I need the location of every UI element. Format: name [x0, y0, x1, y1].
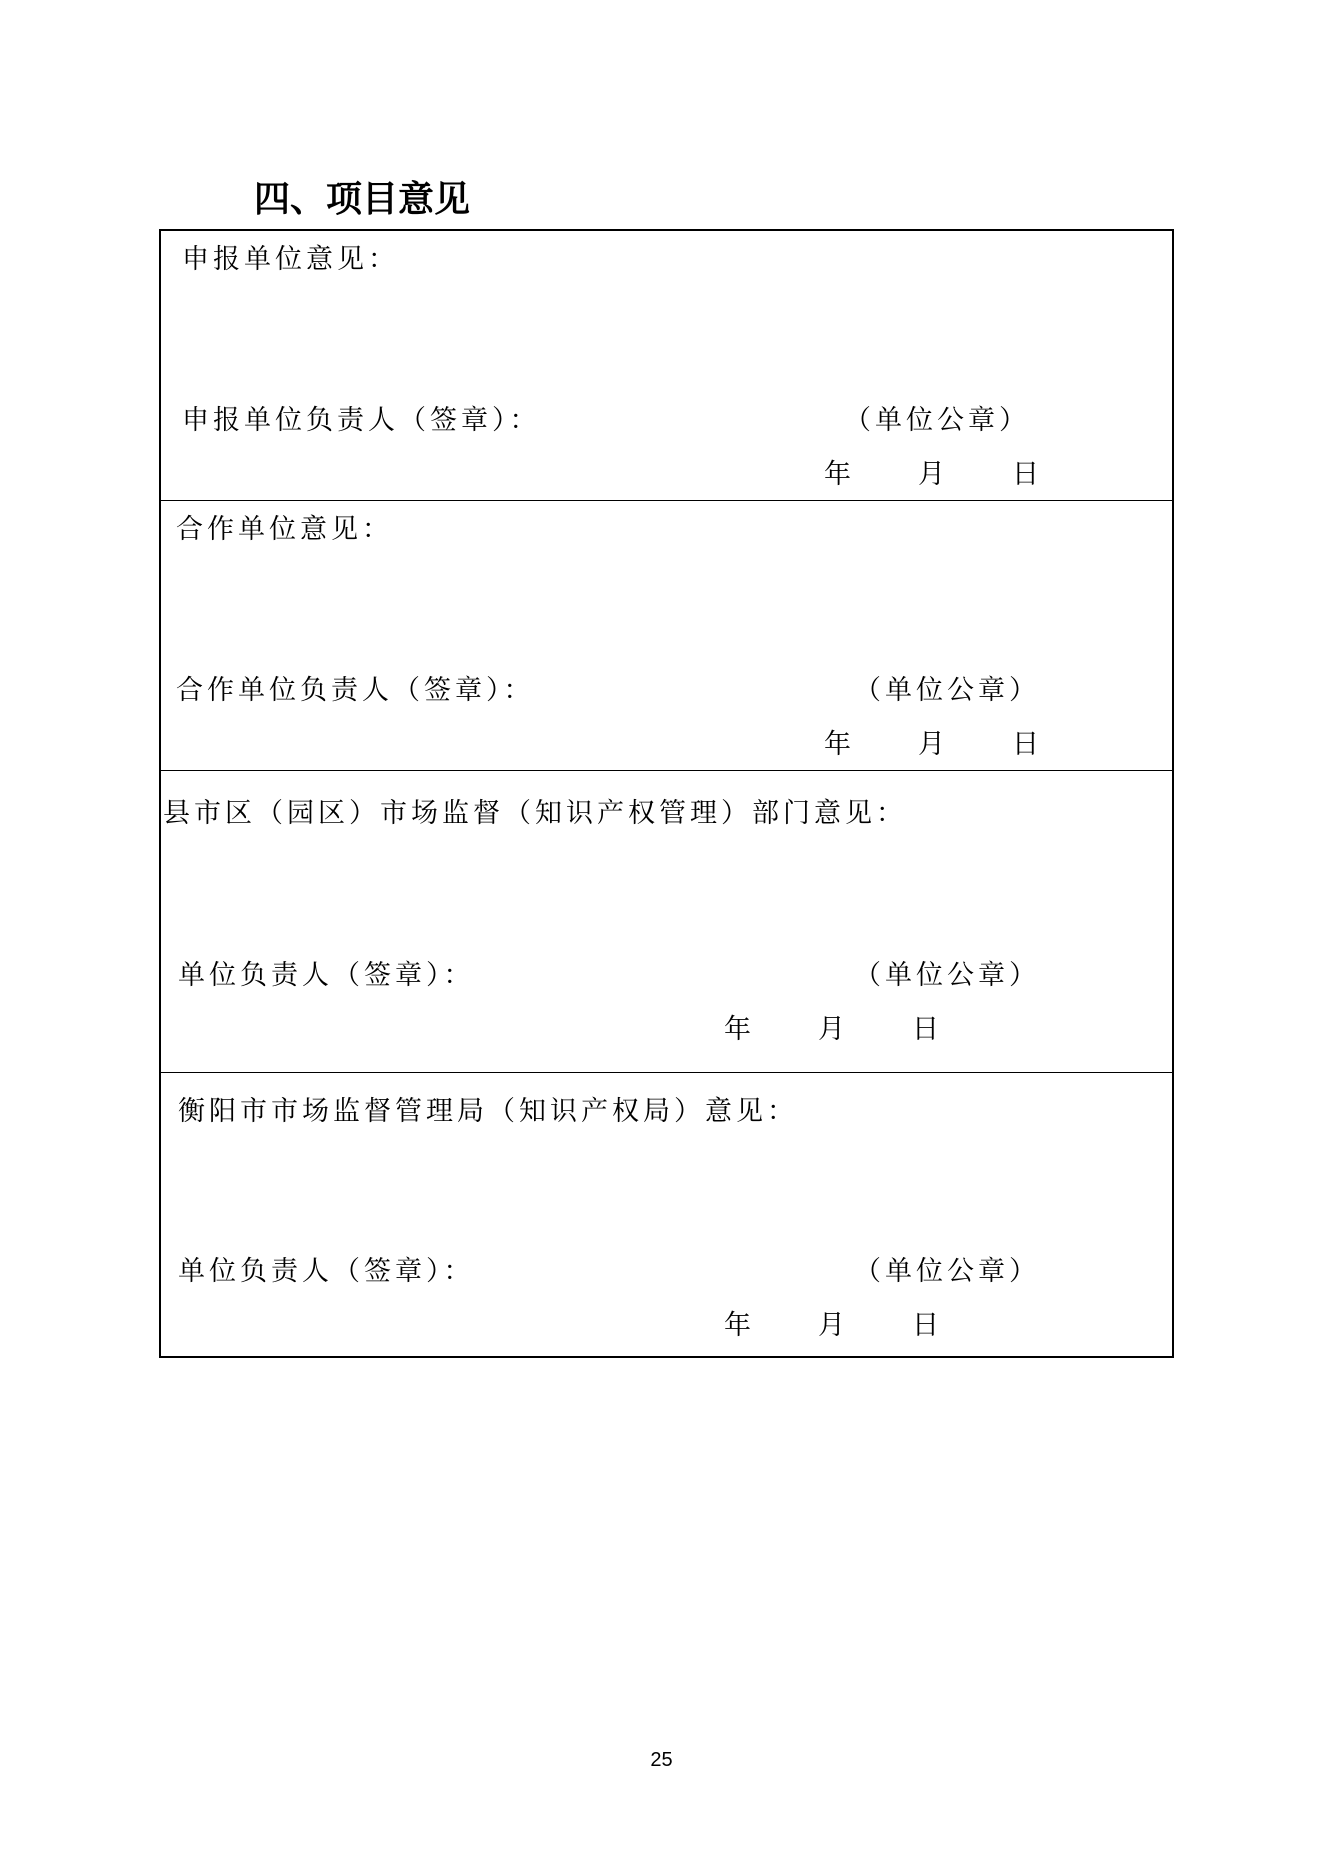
- date-day-label: 日: [912, 1310, 943, 1341]
- date-month-label: 月: [818, 1014, 849, 1045]
- opinion-label: 县市区（园区）市场监督（知识产权管理）部门意见：: [163, 798, 907, 829]
- county-market-supervision-opinion-row: [161, 771, 1172, 1073]
- date-month-label: 月: [918, 729, 949, 760]
- municipal-bureau-opinion-row: [161, 1073, 1172, 1358]
- date-day-label: 日: [1012, 729, 1043, 760]
- section-title: 四、项目意见: [254, 179, 471, 220]
- applicant-opinion-row: [161, 231, 1172, 501]
- date-year-label: 年: [824, 729, 855, 760]
- seal-label: （单位公章）: [844, 405, 1030, 436]
- seal-label: （单位公章）: [854, 675, 1040, 706]
- signer-label: 单位负责人（签章）：: [178, 960, 475, 991]
- date-month-label: 月: [918, 459, 949, 490]
- date-day-label: 日: [912, 1014, 943, 1045]
- date-day-label: 日: [1012, 459, 1043, 490]
- seal-label: （单位公章）: [854, 1256, 1040, 1287]
- opinion-label: 合作单位意见：: [176, 514, 393, 545]
- opinion-label: 申报单位意见：: [182, 244, 399, 275]
- opinion-table: [159, 229, 1174, 1358]
- signer-label: 申报单位负责人（签章）：: [182, 405, 541, 436]
- date-year-label: 年: [724, 1310, 755, 1341]
- date-year-label: 年: [824, 459, 855, 490]
- opinion-label: 衡阳市市场监督管理局（知识产权局）意见：: [178, 1096, 798, 1127]
- signer-label: 合作单位负责人（签章）：: [176, 675, 535, 706]
- page-number: 25: [650, 1749, 673, 1771]
- partner-opinion-row: [161, 501, 1172, 771]
- seal-label: （单位公章）: [854, 960, 1040, 991]
- date-year-label: 年: [724, 1014, 755, 1045]
- date-month-label: 月: [818, 1310, 849, 1341]
- signer-label: 单位负责人（签章）：: [178, 1256, 475, 1287]
